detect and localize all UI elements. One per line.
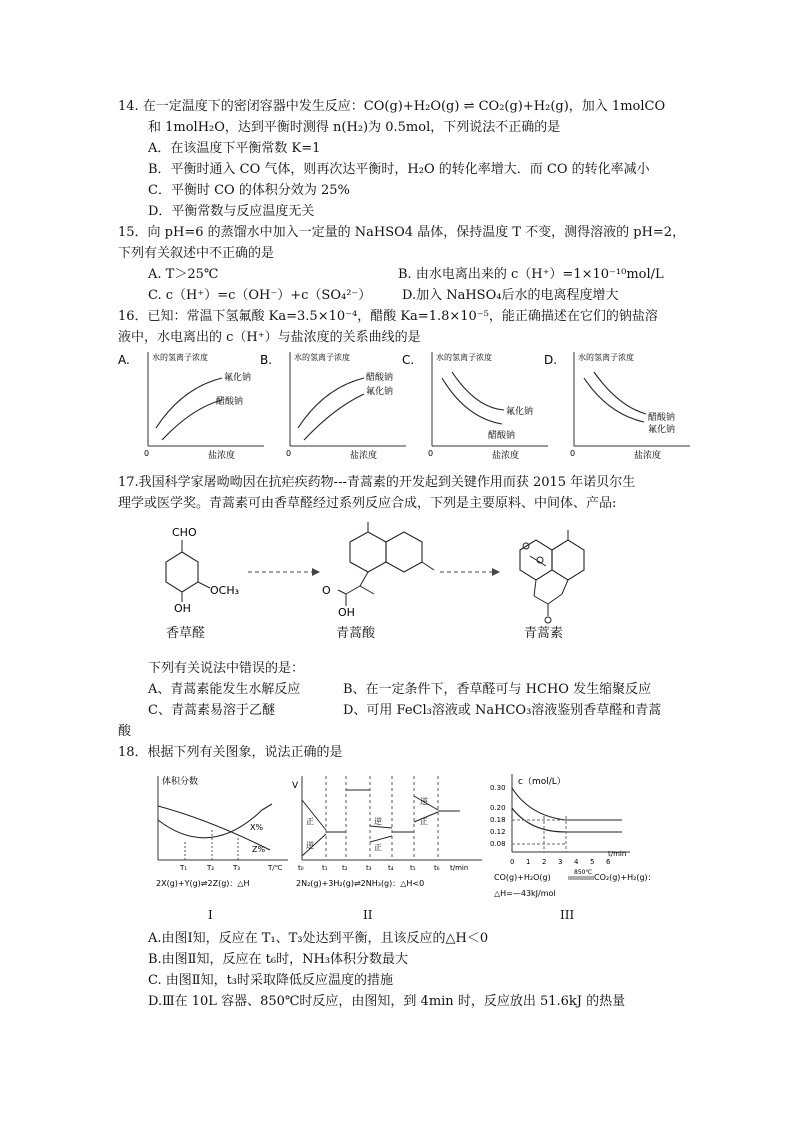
fig2-tick: t/min — [450, 864, 469, 872]
fig2-rev: 逆 — [374, 817, 382, 826]
q16-graph-lower-label: 醋酸钠 — [488, 431, 516, 441]
q17-option-c: C、青蒿素易溶于乙醚 — [148, 703, 275, 718]
q16-graph-letter: B. — [260, 353, 273, 367]
fig3-xtick: 3 — [558, 858, 563, 866]
q16-graphs — [112, 348, 692, 460]
q16-graph-upper-label: 醋酸钠 — [648, 413, 676, 423]
q16-graph-lower-label: 醋酸钠 — [216, 397, 244, 407]
fig2-fwd: 正 — [420, 817, 428, 826]
fig1-z-series: Z% — [252, 845, 266, 854]
fig1-caption: I — [208, 908, 213, 922]
och3-group: OCH₃ — [210, 584, 240, 597]
fig3-ytick: 0.12 — [490, 828, 506, 836]
q17-stem-line1: 17.我国科学家屠呦呦因在抗疟疾药物---青蒿素的开发起到关键作用而获 2015 年诺贝尔生 — [118, 475, 636, 490]
q14-stem-line2: 和 1molH₂O，达到平衡时测得 n(H₂)为 0.5mol，下列说法不正确的是 — [148, 120, 561, 135]
q17-option-b: B、在一定条件下，香草醛可与 HCHO 发生缩聚反应 — [343, 682, 652, 697]
q16-graph-upper-label: 醋酸钠 — [366, 373, 394, 383]
q16-graph-xlabel: 盐浓度 — [634, 451, 662, 461]
fig2-fwd: 正 — [374, 843, 382, 852]
fig3-ytick: 0.08 — [490, 840, 506, 848]
q16-graph-ylabel: 水的氢离子浓度 — [578, 353, 634, 362]
fig3-ytick: 0.18 — [490, 816, 506, 824]
fig1-tick: T₂ — [207, 864, 215, 872]
fig2-tick: t₀ — [298, 864, 304, 872]
vanillin-structure — [166, 526, 239, 615]
fig3-eq-left: CO(g)+H₂O(g) — [494, 873, 551, 882]
q15-option-c: C. c（H⁺）=c（OH⁻）+c（SO₄²⁻） — [148, 288, 372, 303]
q16-graph-ylabel: 水的氢离子浓度 — [152, 353, 208, 362]
fig1-tick: T₃ — [233, 864, 241, 872]
q16-graph-origin: 0 — [570, 449, 576, 458]
q16-graph-upper-label: 氟化钠 — [224, 373, 252, 383]
q17-option-d: D、可用 FeCl₃溶液或 NaHCO₃溶液鉴别香草醛和青蒿 — [343, 703, 662, 718]
fig2-equation: 2N₂(g)+3H₂(g)⇌2NH₃(g)：△H<0 — [296, 879, 425, 888]
q15-stem-line2: 下列有关叙述中不正确的是 — [118, 246, 275, 261]
fig3-xtick: 5 — [590, 858, 595, 866]
fig3-ylabel: c（mol/L） — [518, 777, 566, 787]
q18-option-d: D.Ⅲ在 10L 容器、850℃时反应，由图知，到 4min 时，反应放出 51.6kJ 的热量 — [148, 994, 626, 1009]
fig3-xtick: 4 — [574, 858, 579, 866]
q16-graph-letter: C. — [402, 353, 415, 367]
artemisinic-acid-label: 青蒿酸 — [336, 626, 376, 641]
q17-option-d-cont: 酸 — [118, 724, 132, 739]
q16-graph-xlabel: 盐浓度 — [492, 451, 520, 461]
q18-figures — [150, 770, 656, 920]
q18-option-c: C. 由图Ⅱ知，t₃时采取降低反应温度的措施 — [148, 973, 394, 988]
fig3-caption: III — [560, 908, 575, 922]
q16-graph-c — [402, 352, 548, 461]
fig2-caption: II — [363, 908, 373, 922]
fig3-xunit: t/min — [608, 850, 627, 858]
q16-graph-letter: D. — [544, 353, 558, 367]
q17-prompt: 下列有关说法中错误的是： — [148, 661, 305, 676]
q18-option-a: A.由图Ⅰ知，反应在 T₁、T₃处达到平衡，且该反应的△H＜0 — [148, 931, 489, 946]
artemisinic-acid-structure — [322, 522, 434, 619]
q14-option-a: A．在该温度下平衡常数 K=1 — [148, 141, 321, 156]
q15-option-d: D.加入 NaHSO₄后水的电离程度增大 — [402, 288, 619, 303]
fig3-xtick: 0 — [510, 858, 515, 866]
q16-graph-upper-label: 氟化钠 — [506, 407, 534, 417]
q18-figure-1 — [156, 775, 288, 888]
q16-graph-origin: 0 — [144, 449, 150, 458]
fig2-ylabel: V — [292, 781, 299, 791]
q18-stem: 18．根据下列有关图象，说法正确的是 — [118, 745, 343, 760]
q16-graph-lower-label: 氟化钠 — [648, 425, 676, 435]
fig1-ylabel: 体积分数 — [162, 777, 199, 787]
q16-graph-letter: A. — [118, 353, 130, 367]
fig2-fwd: 正 — [306, 817, 314, 826]
fig1-tick: T/℃ — [268, 864, 283, 872]
fig2-tick: t₃ — [366, 864, 372, 872]
fig2-tick: t₆ — [434, 864, 440, 872]
fig2-tick: t₂ — [342, 864, 348, 872]
q16-graph-ylabel: 水的氢离子浓度 — [294, 353, 350, 362]
fig1-equation: 2X(g)+Y(g)⇌2Z(g)：△H — [156, 879, 250, 888]
fig3-condition: 850℃ — [574, 869, 593, 876]
cho-group: CHO — [172, 526, 197, 539]
fig3-xtick: 2 — [542, 858, 547, 866]
q16-graph-origin: 0 — [428, 449, 434, 458]
q18-figure-3 — [490, 774, 656, 898]
q16-graph-xlabel: 盐浓度 — [350, 451, 378, 461]
q16-stem-line2: 液中，水电离出的 c（H⁺）与盐浓度的关系曲线的是 — [118, 330, 421, 345]
q18-figure-2 — [292, 776, 482, 888]
q16-graph-lower-label: 氟化钠 — [366, 387, 394, 397]
q14-option-c: C．平衡时 CO 的体积分效为 25% — [148, 183, 350, 198]
q17-option-a: A、青蒿素能发生水解反应 — [148, 682, 301, 697]
q16-graph-xlabel: 盐浓度 — [208, 451, 236, 461]
carbonyl-o: O — [322, 584, 331, 597]
oh-group: OH — [174, 602, 191, 615]
vanillin-label: 香草醛 — [166, 626, 206, 641]
q16-graph-a — [118, 352, 264, 461]
q14-option-d: D．平衡常数与反应温度无关 — [148, 204, 315, 219]
q14-stem-line1: 14. 在一定温度下的密闭容器中发生反应：CO(g)+H₂O(g) ⇌ CO₂(g)+H₂(g)，加入 1molCO — [118, 99, 666, 114]
fig2-tick: t₁ — [322, 864, 328, 872]
fig3-xtick: 1 — [526, 858, 531, 866]
fig3-ytick: 0.20 — [490, 804, 506, 812]
q15-option-b: B. 由水电离出来的 c（H⁺）=1×10⁻¹⁰mol/L — [398, 267, 664, 282]
q14-option-b: B．平衡时通入 CO 气体，则再次达平衡时，H₂O 的转化率增大．而 CO 的转化率减小 — [148, 162, 650, 177]
artemisinin-label: 青蒿素 — [524, 626, 564, 641]
artemisinin-structure — [520, 530, 584, 623]
q16-graph-origin: 0 — [286, 449, 292, 458]
fig3-xtick: 6 — [606, 858, 611, 866]
q16-graph-d — [544, 352, 690, 461]
fig2-tick: t₅ — [410, 864, 416, 872]
q15-option-a: A. T＞25℃ — [148, 267, 219, 282]
fig2-rev: 逆 — [306, 841, 314, 850]
q16-graph-b — [260, 352, 406, 461]
fig2-rev: 逆 — [420, 797, 428, 806]
q16-stem-line1: 16．已知：常温下氢氟酸 Ka=3.5×10⁻⁴，醋酸 Ka=1.8×10⁻⁵，能正确描述在它们的钠盐溶 — [118, 309, 658, 324]
q17-stem-line2: 理学或医学奖。青蒿素可由香草醛经过系列反应合成，下列是主要原料、中间体、产品: — [118, 496, 617, 511]
q18-option-b: B.由图Ⅱ知，反应在 t₆时，NH₃体积分数最大 — [148, 952, 409, 967]
q15-stem-line1: 15．向 pH=6 的蒸馏水中加入一定量的 NaHSO4 晶体，保持温度 T 不变，测得溶液的 pH=2， — [118, 225, 686, 240]
fig1-x-series: X% — [250, 823, 264, 832]
q16-graph-ylabel: 水的氢离子浓度 — [436, 353, 492, 362]
acid-oh: OH — [338, 606, 355, 619]
fig3-ytick: 0.30 — [490, 784, 506, 792]
fig3-dh: △H=—43kJ/mol — [494, 889, 556, 898]
fig3-eq-right: CO₂(g)+H₂(g)： — [594, 873, 656, 882]
fig1-tick: T₁ — [180, 864, 188, 872]
fig2-tick: t₄ — [388, 864, 394, 872]
